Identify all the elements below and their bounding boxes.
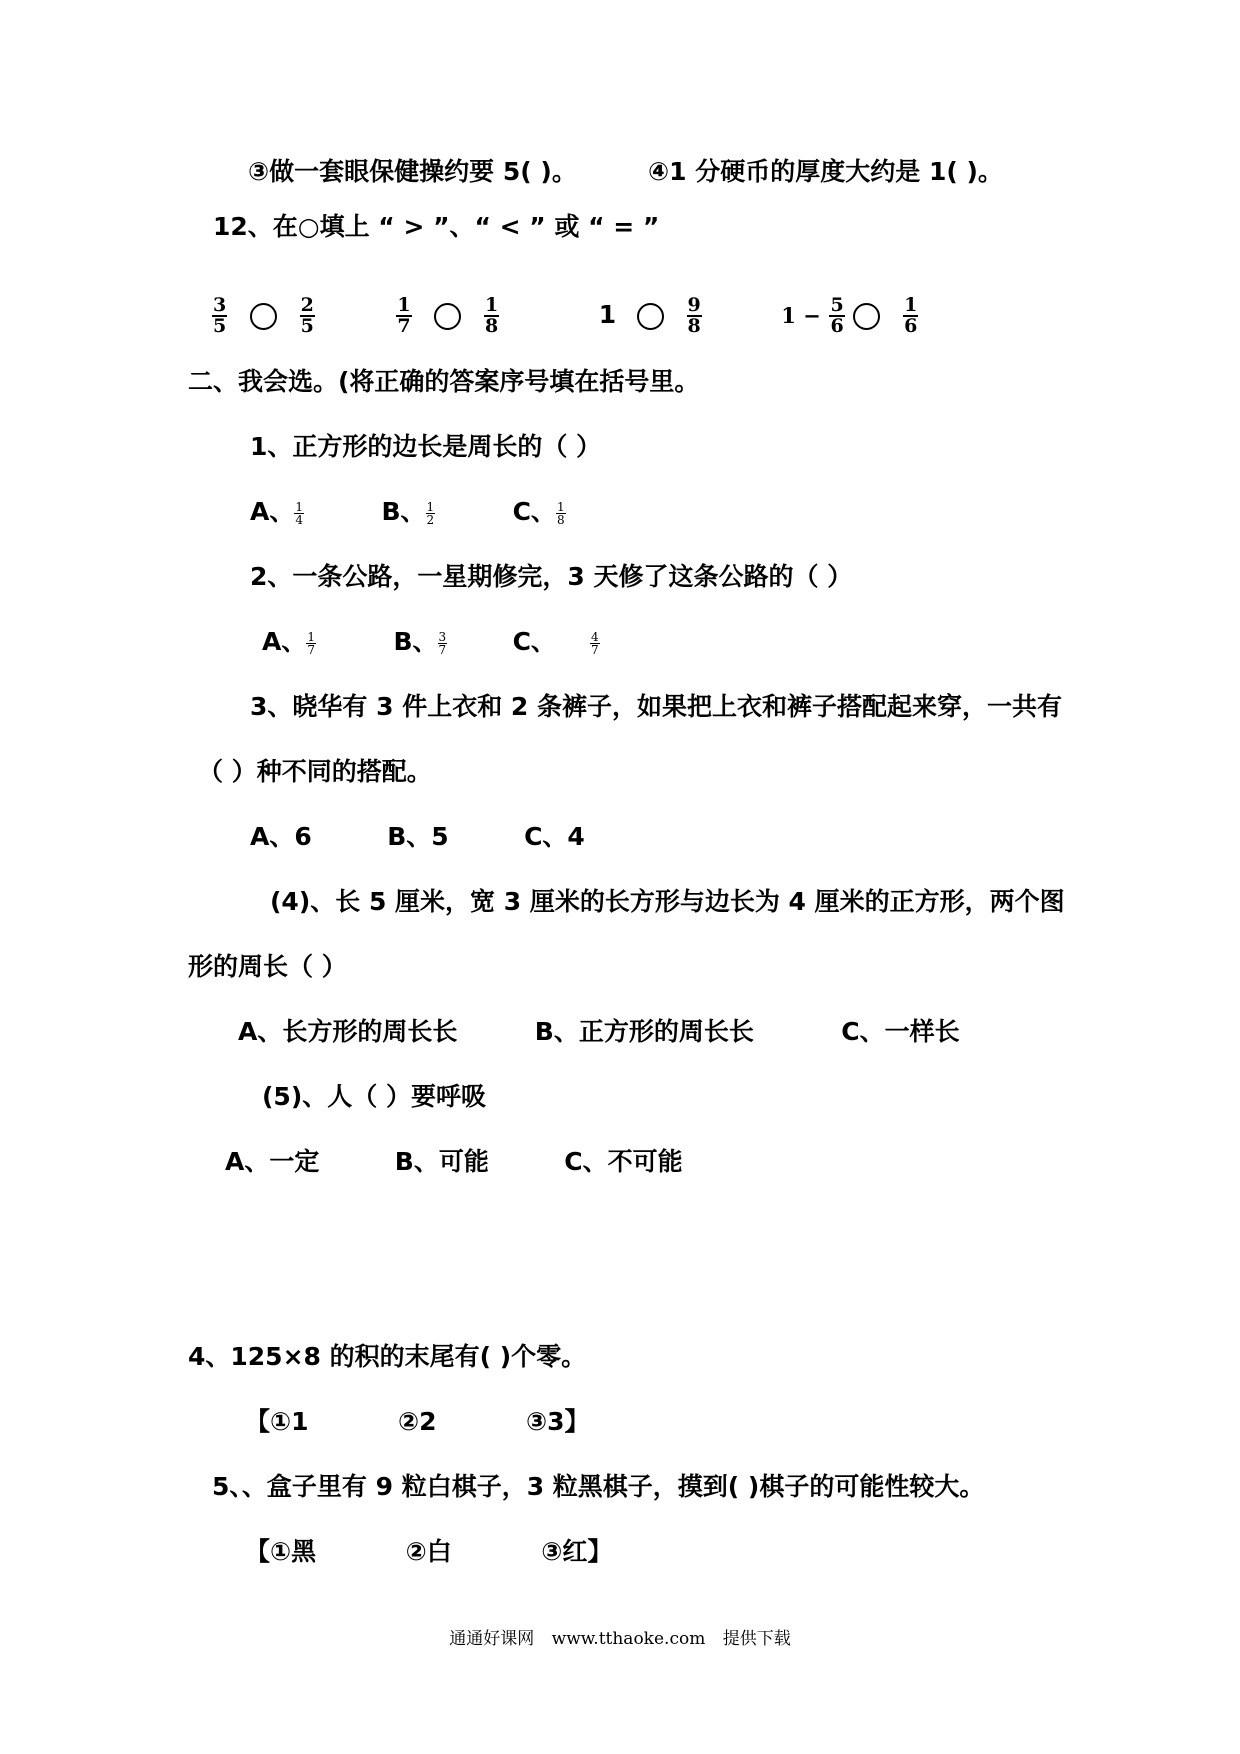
choice-options-5 — [225, 1145, 683, 1179]
footer-site-name: 通通好课网 — [449, 1629, 535, 1649]
compare-row — [212, 290, 918, 341]
fraction: $\frac{1}{4}$ — [295, 499, 303, 527]
option-a[interactable]: A、 $\frac{1}{7}$ — [262, 627, 315, 657]
fraction: $\frac{1}{6}$ — [904, 294, 918, 337]
compare-4: 1 − $\frac{5}{6}$ $\frac{1}{6}$ — [781, 294, 918, 337]
option-c[interactable]: C、 $\frac{4}{7}$ — [512, 627, 599, 657]
fraction: $\frac{5}{6}$ — [830, 294, 844, 337]
fraction: $\frac{3}{7}$ — [438, 629, 447, 657]
footer-note: 提供下载 — [722, 1629, 791, 1649]
option-b[interactable]: B、正方形的周长长 — [534, 1017, 754, 1046]
choice-question-5: (5)、人（ ）要呼吸 — [262, 1082, 486, 1111]
compare-circle[interactable] — [853, 303, 880, 330]
choice-question-3: 3、晓华有 3 件上衣和 2 条裤子，如果把上衣和裤子搭配起来穿，一共有 — [250, 692, 1063, 721]
option-a[interactable]: A、 $\frac{1}{4}$ — [250, 497, 303, 527]
fraction: $\frac{1}{7}$ — [307, 629, 315, 657]
choice-question-1: 1、正方形的边长是周长的（ ） — [250, 432, 602, 461]
blank-item-3: ③做一套眼保健操约要 5( )。 — [248, 157, 577, 186]
option-1[interactable]: 【①黑 — [245, 1537, 317, 1566]
compare-circle[interactable] — [250, 303, 277, 330]
option-c[interactable]: C、4 — [524, 822, 585, 851]
footer-url[interactable]: www.tthaoke.com — [551, 1629, 706, 1649]
choice-options-2 — [262, 622, 600, 662]
question-12-title: 12、在○填上 “ > ”、“ < ” 或 “ = ” — [213, 212, 660, 241]
option-c[interactable]: C、一样长 — [841, 1017, 960, 1046]
question-4: 4、125×8 的积的末尾有( )个零。 — [188, 1342, 587, 1371]
section-2-title: 二、我会选。(将正确的答案序号填在括号里。 — [188, 367, 700, 396]
choice-question-3-cont: （ ）种不同的搭配。 — [198, 757, 432, 786]
option-c[interactable]: C、不可能 — [564, 1147, 683, 1176]
fraction: $\frac{1}{8}$ — [485, 294, 499, 337]
option-1[interactable]: 【①1 — [245, 1407, 309, 1436]
compare-circle[interactable] — [434, 303, 461, 330]
option-3[interactable]: ③3】 — [526, 1407, 590, 1436]
option-a[interactable]: A、长方形的周长长 — [238, 1017, 458, 1046]
option-a[interactable]: A、一定 — [225, 1147, 320, 1176]
choice-question-4: (4)、长 5 厘米，宽 3 厘米的长方形与边长为 4 厘米的正方形，两个图 — [270, 887, 1065, 916]
fraction: $\frac{1}{8}$ — [556, 499, 565, 527]
compare-2 — [396, 290, 499, 340]
compare-3: 1 $\frac{9}{8}$ — [598, 294, 701, 337]
question-5: 5、、盒子里有 9 粒白棋子，3 粒黑棋子，摸到( )棋子的可能性较大。 — [212, 1472, 985, 1501]
fraction: $\frac{1}{7}$ — [397, 294, 411, 337]
fraction: $\frac{1}{2}$ — [426, 499, 435, 527]
option-2[interactable]: ②2 — [398, 1407, 437, 1436]
compare-circle[interactable] — [637, 303, 664, 330]
fraction: $\frac{4}{7}$ — [590, 629, 599, 657]
choice-options-3 — [250, 820, 585, 854]
option-b[interactable]: B、 $\frac{3}{7}$ — [393, 627, 447, 657]
choice-options-1 — [250, 492, 566, 532]
choice-question-2: 2、一条公路，一星期修完，3 天修了这条公路的（ ） — [250, 562, 853, 591]
fraction: $\frac{3}{5}$ — [213, 294, 227, 337]
option-b[interactable]: B、可能 — [394, 1147, 489, 1176]
blank-item-4: ④1 分硬币的厚度大约是 1( )。 — [648, 157, 1003, 186]
compare-1 — [212, 290, 315, 340]
page-footer — [0, 1624, 1240, 1649]
option-3[interactable]: ③红】 — [541, 1537, 613, 1566]
option-a[interactable]: A、6 — [250, 822, 312, 851]
option-c[interactable]: C、 $\frac{1}{8}$ — [512, 497, 565, 527]
fraction: $\frac{9}{8}$ — [687, 294, 701, 337]
choice-options-4 — [238, 1015, 960, 1049]
question-5-options — [245, 1535, 612, 1569]
option-2[interactable]: ②白 — [405, 1537, 452, 1566]
option-b[interactable]: B、 $\frac{1}{2}$ — [381, 497, 435, 527]
option-b[interactable]: B、5 — [387, 822, 449, 851]
choice-question-4-cont: 形的周长（ ） — [188, 952, 347, 981]
question-4-options — [245, 1405, 590, 1439]
fraction: $\frac{2}{5}$ — [300, 294, 314, 337]
